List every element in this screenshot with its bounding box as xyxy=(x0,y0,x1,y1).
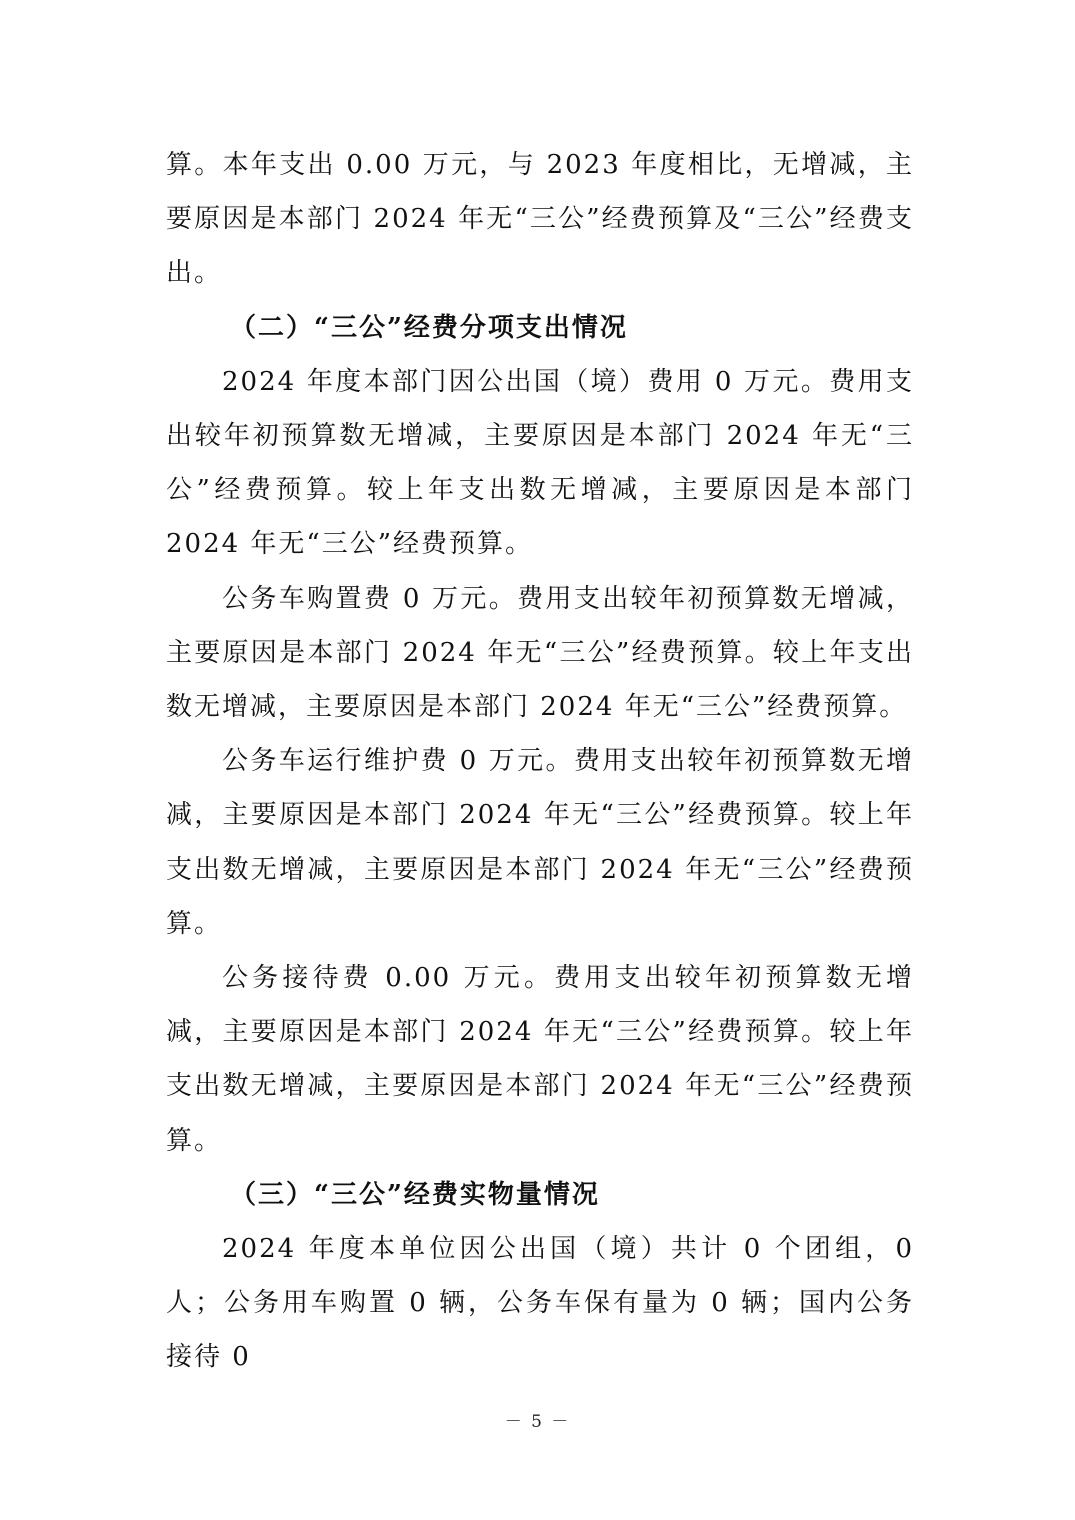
document-body xyxy=(166,138,914,1385)
page-number: － 5 － xyxy=(504,1412,571,1432)
paragraph-vehicle-purchase: 公务车购置费 0 万元。费用支出较年初预算数无增减，主要原因是本部门 2024 年无“三公”经费预算。较上年支出数无增减，主要原因是本部门 2024 年无“三公”经费预算。 xyxy=(166,583,914,723)
section-heading-itemized-expenses: （二）“三公”经费分项支出情况 xyxy=(230,312,628,343)
paragraph-vehicle-maintenance: 公务车运行维护费 0 万元。费用支出较年初预算数无增减，主要原因是本部门 2024 年无“三公”经费预算。较上年支出数无增减，主要原因是本部门 2024 年无“三公”经费预算。 xyxy=(166,746,914,939)
paragraph-reception: 公务接待费 0.00 万元。费用支出较年初预算数无增减，主要原因是本部门 2024 年无“三公”经费预算。较上年支出数无增减，主要原因是本部门 2024 年无“三公”经费预算。 xyxy=(166,963,914,1156)
paragraph-overseas-travel: 2024 年度本部门因公出国（境）费用 0 万元。费用支出较年初预算数无增减，主要原因是本部门 2024 年无“三公”经费预算。较上年支出数无增减，主要原因是本部门 2024 年无“三公”经费预算。 xyxy=(166,366,914,560)
continued-paragraph: 算。本年支出 0.00 万元，与 2023 年度相比，无增减，主要原因是本部门 2024 年无“三公”经费预算及“三公”经费支出。 xyxy=(166,150,914,289)
paragraph-physical-quantity: 2024 年度本单位因公出国（境）共计 0 个团组，0 人；公务用车购置 0 辆，公务车保有量为 0 辆；国内公务接待 0 xyxy=(166,1234,914,1373)
section-heading-physical-quantity: （三）“三公”经费实物量情况 xyxy=(230,1179,600,1210)
